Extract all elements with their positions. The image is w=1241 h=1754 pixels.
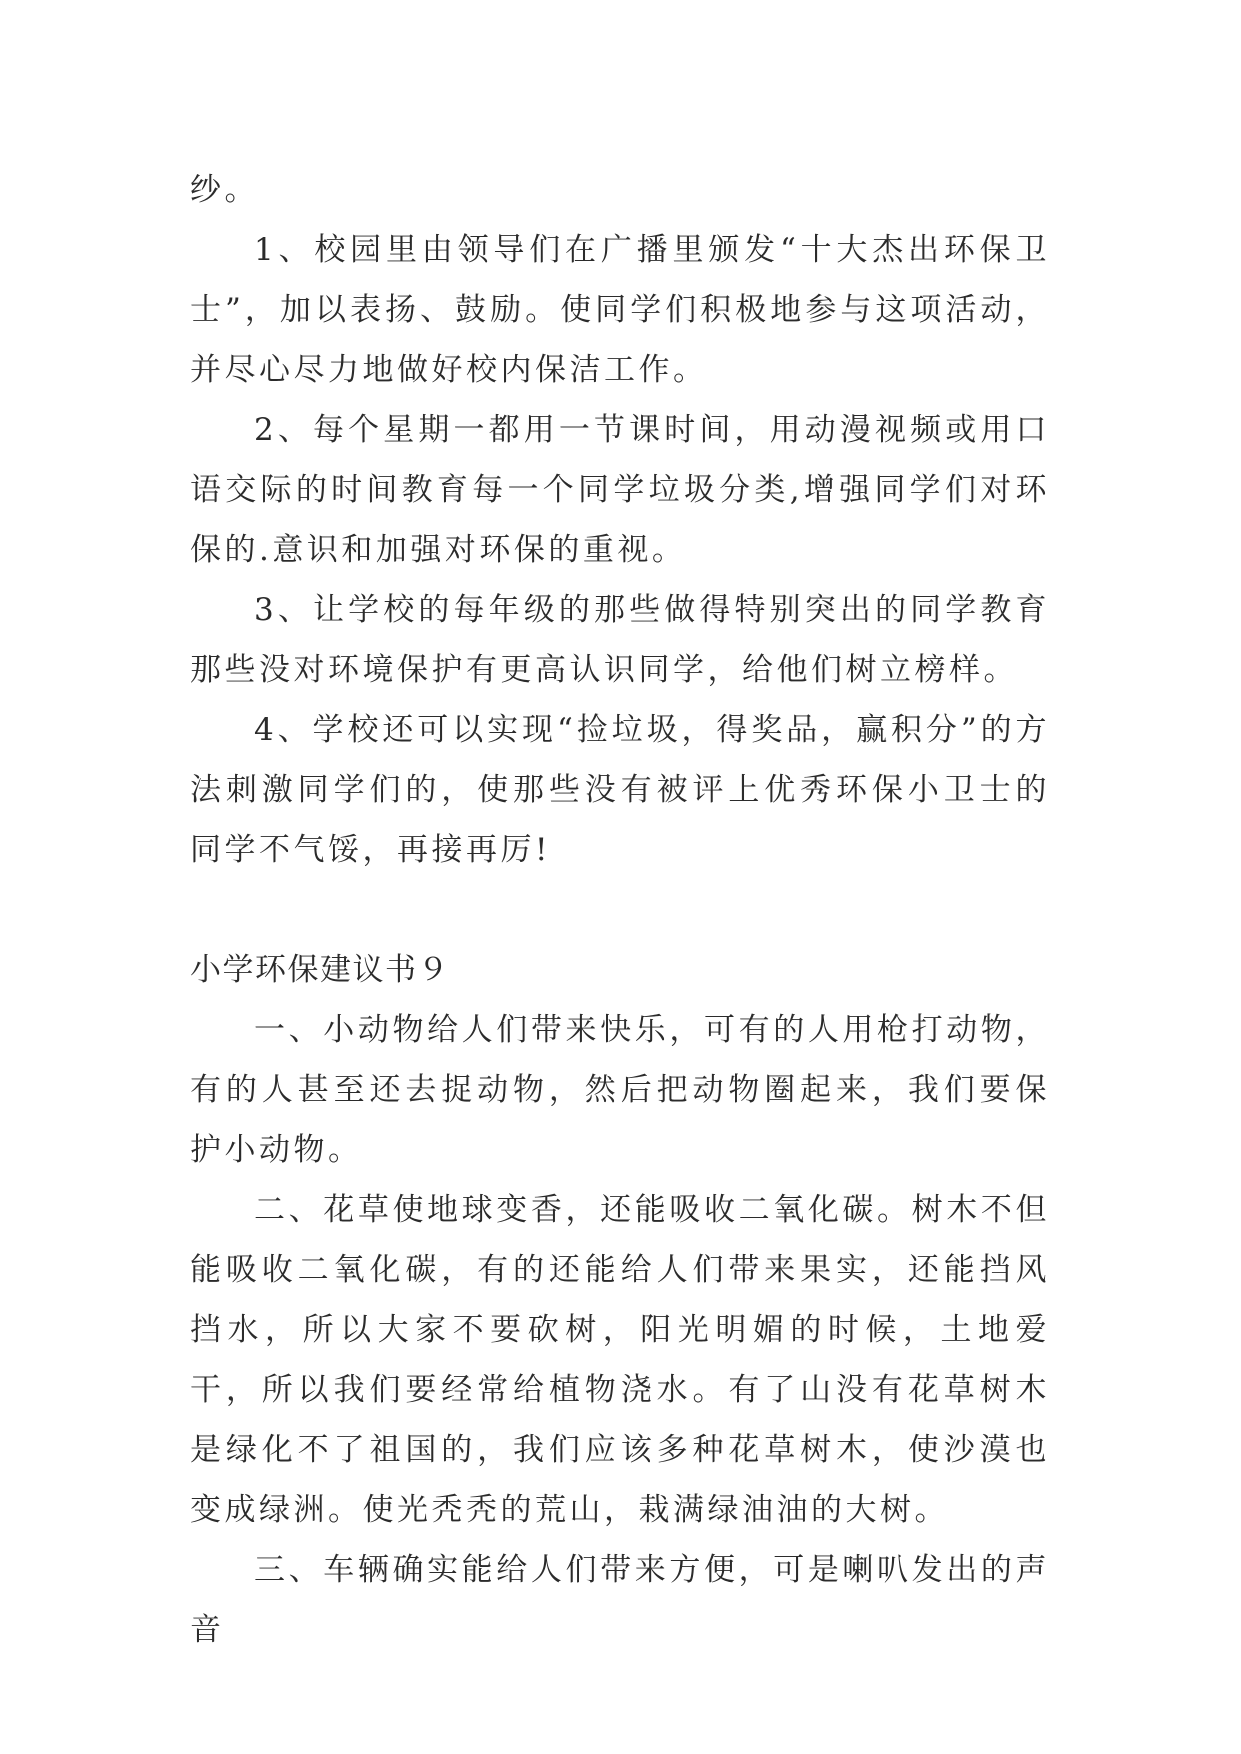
paragraph-point-2: 二、花草使地球变香，还能吸收二氧化碳。树木不但能吸收二氧化碳，有的还能给人们带来果实，还能挡风挡水，所以大家不要砍树，阳光明媚的时候，土地爱干，所以我们要经常给植物浇水。有了山没有花草树木是绿化不了祖国的，我们应该多种花草树木，使沙漠也变成绿洲。使光秃秃的荒山，栽满绿油油的大树。 xyxy=(190,1192,1050,1528)
paragraph-point-1: 一、小动物给人们带来快乐，可有的人用枪打动物，有的人甚至还去捉动物，然后把动物圈起来，我们要保护小动物。 xyxy=(190,1012,1050,1168)
paragraph-continuation: 纱。 xyxy=(190,172,259,208)
paragraph-point-3: 三、车辆确实能给人们带来方便，可是喇叭发出的声音 xyxy=(190,1552,1050,1648)
paragraph-item-2: 2、每个星期一都用一节课时间，用动漫视频或用口语交际的时间教育每一个同学垃圾分类,增强同学们对环保的.意识和加强对环保的重视。 xyxy=(190,412,1050,568)
section-title: 小学环保建议书９ xyxy=(190,952,450,988)
document-body xyxy=(190,160,1050,1660)
section-spacer xyxy=(190,880,1050,940)
paragraph-item-1: 1、校园里由领导们在广播里颁发“十大杰出环保卫士”，加以表扬、鼓励。使同学们积极地参与这项活动，并尽心尽力地做好校内保洁工作。 xyxy=(190,232,1050,388)
paragraph-item-4: 4、学校还可以实现“捡垃圾，得奖品，赢积分”的方法刺激同学们的，使那些没有被评上优秀环保小卫士的同学不气馁，再接再厉! xyxy=(190,712,1050,868)
paragraph-item-3: 3、让学校的每年级的那些做得特别突出的同学教育那些没对环境保护有更高认识同学，给他们树立榜样。 xyxy=(190,592,1050,688)
